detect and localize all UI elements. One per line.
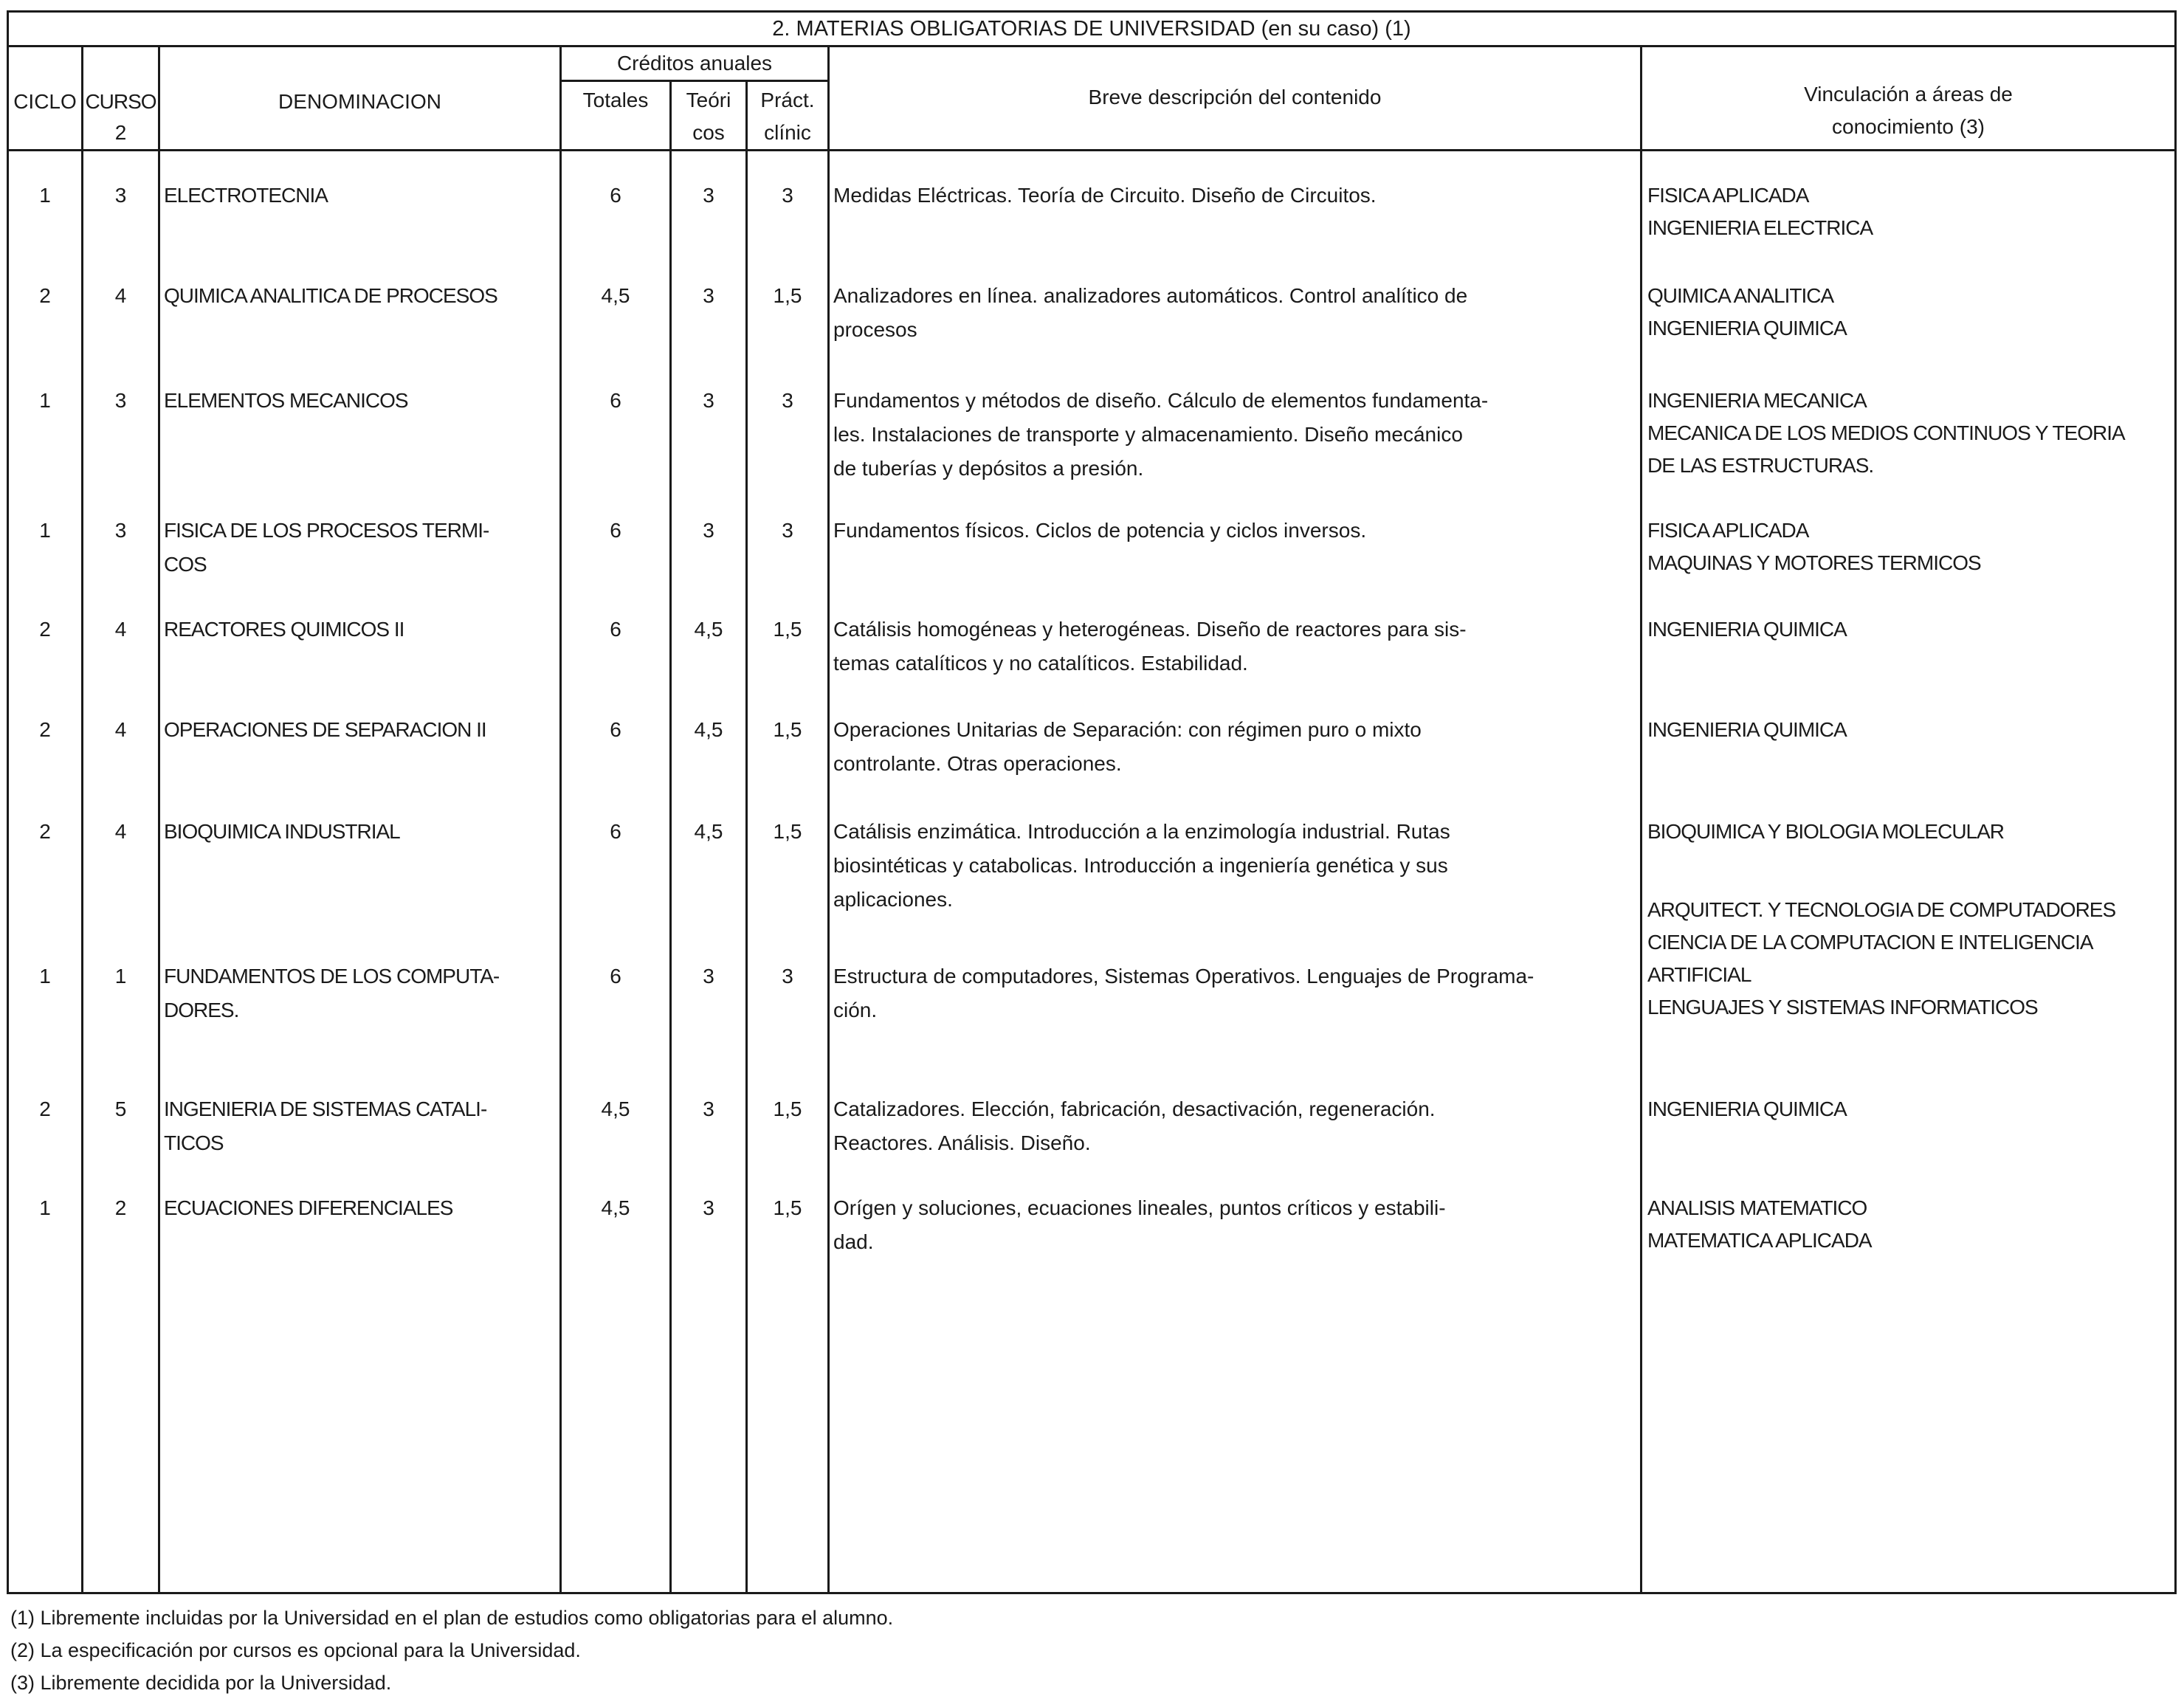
cell-denominacion: QUIMICA ANALITICA DE PROCESOS <box>164 284 497 307</box>
cell-curso: 4 <box>114 718 127 741</box>
cell-area: ARQUITECT. Y TECNOLOGIA DE COMPUTADORES <box>1647 898 2116 921</box>
cell-teoricos: 3 <box>703 389 714 412</box>
header-curso-note: 2 <box>114 121 127 144</box>
cell-area: DE LAS ESTRUCTURAS. <box>1647 454 1874 477</box>
cell-area: BIOQUIMICA Y BIOLOGIA MOLECULAR <box>1647 820 2005 843</box>
table-frame <box>7 10 2177 1594</box>
cell-denominacion: ECUACIONES DIFERENCIALES <box>164 1196 453 1219</box>
cell-curso: 3 <box>114 519 127 542</box>
cell-area: MAQUINAS Y MOTORES TERMICOS <box>1647 551 1981 574</box>
cell-area: INGENIERIA ELECTRICA <box>1647 216 1873 239</box>
cell-curso: 3 <box>114 389 127 412</box>
cell-totales: 4,5 <box>601 1196 630 1219</box>
col-divider-curso <box>158 45 160 1594</box>
cell-curso: 3 <box>114 184 127 207</box>
header-curso: CURSO <box>85 90 156 113</box>
cell-totales: 6 <box>610 519 621 542</box>
cell-denominacion: OPERACIONES DE SEPARACION II <box>164 718 486 741</box>
header-teoricos: Teóri <box>686 89 731 111</box>
cell-descripcion: Medidas Eléctricas. Teoría de Circuito. Diseño de Circuitos. <box>833 184 1377 207</box>
cell-ciclo: 1 <box>39 389 51 412</box>
cell-denominacion: ELEMENTOS MECANICOS <box>164 389 408 412</box>
cell-practicos: 1,5 <box>773 820 802 843</box>
header-practicos: Práct. <box>760 89 815 111</box>
cell-descripcion: les. Instalaciones de transporte y almacenamiento. Diseño mecánico <box>833 423 1463 446</box>
col-divider-creditos <box>827 45 830 1594</box>
cell-teoricos: 3 <box>703 284 714 307</box>
header-divider <box>7 149 2177 151</box>
header-teoricos-line2: cos <box>692 121 725 144</box>
header-vinculacion: Vinculación a áreas de <box>1804 83 2013 106</box>
cell-teoricos: 3 <box>703 1097 714 1120</box>
cell-denominacion: COS <box>164 553 207 576</box>
cell-ciclo: 2 <box>39 718 51 741</box>
header-denominacion: DENOMINACION <box>278 90 441 113</box>
cell-descripcion: Catálisis homogéneas y heterogéneas. Diseño de reactores para sis- <box>833 618 1467 641</box>
cell-descripcion: Orígen y soluciones, ecuaciones lineales, puntos críticos y estabili- <box>833 1196 1446 1219</box>
cell-denominacion: DORES. <box>164 999 239 1021</box>
cell-ciclo: 1 <box>39 519 51 542</box>
cell-teoricos: 4,5 <box>694 820 723 843</box>
cell-area: MECANICA DE LOS MEDIOS CONTINUOS Y TEORIA <box>1647 421 2125 444</box>
cell-totales: 6 <box>610 965 621 988</box>
cell-curso: 5 <box>114 1097 127 1120</box>
cell-curso: 4 <box>114 284 127 307</box>
cell-practicos: 3 <box>782 389 793 412</box>
cell-area: INGENIERIA QUIMICA <box>1647 718 1847 741</box>
cell-denominacion: REACTORES QUIMICOS II <box>164 618 404 641</box>
header-totales: Totales <box>582 89 649 111</box>
cell-area: QUIMICA ANALITICA <box>1647 284 1834 307</box>
cell-ciclo: 2 <box>39 618 51 641</box>
footnote: (3) Libremente decidida por la Universidad. <box>10 1672 392 1694</box>
header-descripcion: Breve descripción del contenido <box>1088 86 1382 108</box>
cell-curso: 4 <box>114 618 127 641</box>
cell-curso: 2 <box>114 1196 127 1219</box>
cell-descripcion: biosintéticas y catabolicas. Introducción a ingeniería genética y sus <box>833 854 1448 877</box>
cell-practicos: 1,5 <box>773 1196 802 1219</box>
cell-area: INGENIERIA QUIMICA <box>1647 618 1847 641</box>
cell-descripcion: Reactores. Análisis. Diseño. <box>833 1131 1091 1154</box>
cell-descripcion: de tuberías y depósitos a presión. <box>833 457 1144 480</box>
cell-totales: 6 <box>610 618 621 641</box>
col-divider-descripcion <box>1640 45 1642 1594</box>
cell-totales: 4,5 <box>601 1097 630 1120</box>
cell-descripcion: Catalizadores. Elección, fabricación, desactivación, regeneración. <box>833 1097 1436 1120</box>
cell-teoricos: 3 <box>703 965 714 988</box>
cell-area: CIENCIA DE LA COMPUTACION E INTELIGENCIA <box>1647 931 2093 954</box>
cell-descripcion: Estructura de computadores, Sistemas Operativos. Lenguajes de Programa- <box>833 965 1534 988</box>
cell-practicos: 1,5 <box>773 1097 802 1120</box>
cell-practicos: 3 <box>782 519 793 542</box>
cell-curso: 1 <box>114 965 127 988</box>
cell-totales: 6 <box>610 820 621 843</box>
cell-totales: 6 <box>610 389 621 412</box>
cell-totales: 4,5 <box>601 284 630 307</box>
cell-area: FISICA APLICADA <box>1647 184 1809 207</box>
cell-descripcion: Fundamentos y métodos de diseño. Cálculo de elementos fundamenta- <box>833 389 1489 412</box>
cell-denominacion: INGENIERIA DE SISTEMAS CATALI- <box>164 1097 487 1120</box>
creditos-divider <box>559 80 827 82</box>
table-title: 2. MATERIAS OBLIGATORIAS DE UNIVERSIDAD (en su caso) (1) <box>772 17 1411 41</box>
cell-descripcion: procesos <box>833 318 917 341</box>
cell-denominacion: BIOQUIMICA INDUSTRIAL <box>164 820 400 843</box>
cell-ciclo: 1 <box>39 184 51 207</box>
cell-area: MATEMATICA APLICADA <box>1647 1229 1872 1252</box>
cell-ciclo: 1 <box>39 1196 51 1219</box>
cell-descripcion: dad. <box>833 1230 874 1253</box>
cell-practicos: 1,5 <box>773 618 802 641</box>
cell-denominacion: FUNDAMENTOS DE LOS COMPUTA- <box>164 965 500 988</box>
header-creditos: Créditos anuales <box>616 52 773 75</box>
cell-ciclo: 2 <box>39 820 51 843</box>
footnote: (1) Libremente incluidas por la Universidad en el plan de estudios como obligatorias para el alumno. <box>10 1607 894 1629</box>
cell-teoricos: 3 <box>703 184 714 207</box>
header-ciclo: CICLO <box>13 90 77 113</box>
cell-ciclo: 1 <box>39 965 51 988</box>
cell-practicos: 3 <box>782 184 793 207</box>
cell-area: INGENIERIA MECANICA <box>1647 389 1867 412</box>
cell-descripcion: aplicaciones. <box>833 888 953 911</box>
cell-ciclo: 2 <box>39 284 51 307</box>
header-practicos-line2: clínic <box>764 121 811 144</box>
header-vinculacion-line2: conocimiento (3) <box>1832 115 1985 138</box>
cell-descripcion: temas catalíticos y no catalíticos. Estabilidad. <box>833 652 1248 675</box>
cell-area: LENGUAJES Y SISTEMAS INFORMATICOS <box>1647 996 2038 1019</box>
cell-teoricos: 3 <box>703 1196 714 1219</box>
cell-descripcion: Fundamentos físicos. Ciclos de potencia y ciclos inversos. <box>833 519 1367 542</box>
cell-descripcion: controlante. Otras operaciones. <box>833 752 1122 775</box>
cell-area: ANALISIS MATEMATICO <box>1647 1196 1867 1219</box>
cell-area: ARTIFICIAL <box>1647 963 1751 986</box>
cell-denominacion: TICOS <box>164 1131 224 1154</box>
cell-curso: 4 <box>114 820 127 843</box>
cell-descripcion: Catálisis enzimática. Introducción a la enzimología industrial. Rutas <box>833 820 1450 843</box>
cell-descripcion: Analizadores en línea. analizadores automáticos. Control analítico de <box>833 284 1468 307</box>
cell-practicos: 1,5 <box>773 718 802 741</box>
cell-descripcion: Operaciones Unitarias de Separación: con régimen puro o mixto <box>833 718 1422 741</box>
cell-area: INGENIERIA QUIMICA <box>1647 317 1847 340</box>
cell-totales: 6 <box>610 184 621 207</box>
cell-totales: 6 <box>610 718 621 741</box>
cell-practicos: 1,5 <box>773 284 802 307</box>
cell-area: FISICA APLICADA <box>1647 519 1809 542</box>
cell-ciclo: 2 <box>39 1097 51 1120</box>
cell-teoricos: 3 <box>703 519 714 542</box>
cell-teoricos: 4,5 <box>694 718 723 741</box>
footnote: (2) La especificación por cursos es opcional para la Universidad. <box>10 1639 581 1661</box>
cell-denominacion: FISICA DE LOS PROCESOS TERMI- <box>164 519 489 542</box>
cell-descripcion: ción. <box>833 999 878 1021</box>
cell-teoricos: 4,5 <box>694 618 723 641</box>
cell-practicos: 3 <box>782 965 793 988</box>
cell-area: INGENIERIA QUIMICA <box>1647 1097 1847 1120</box>
cell-denominacion: ELECTROTECNIA <box>164 184 328 207</box>
